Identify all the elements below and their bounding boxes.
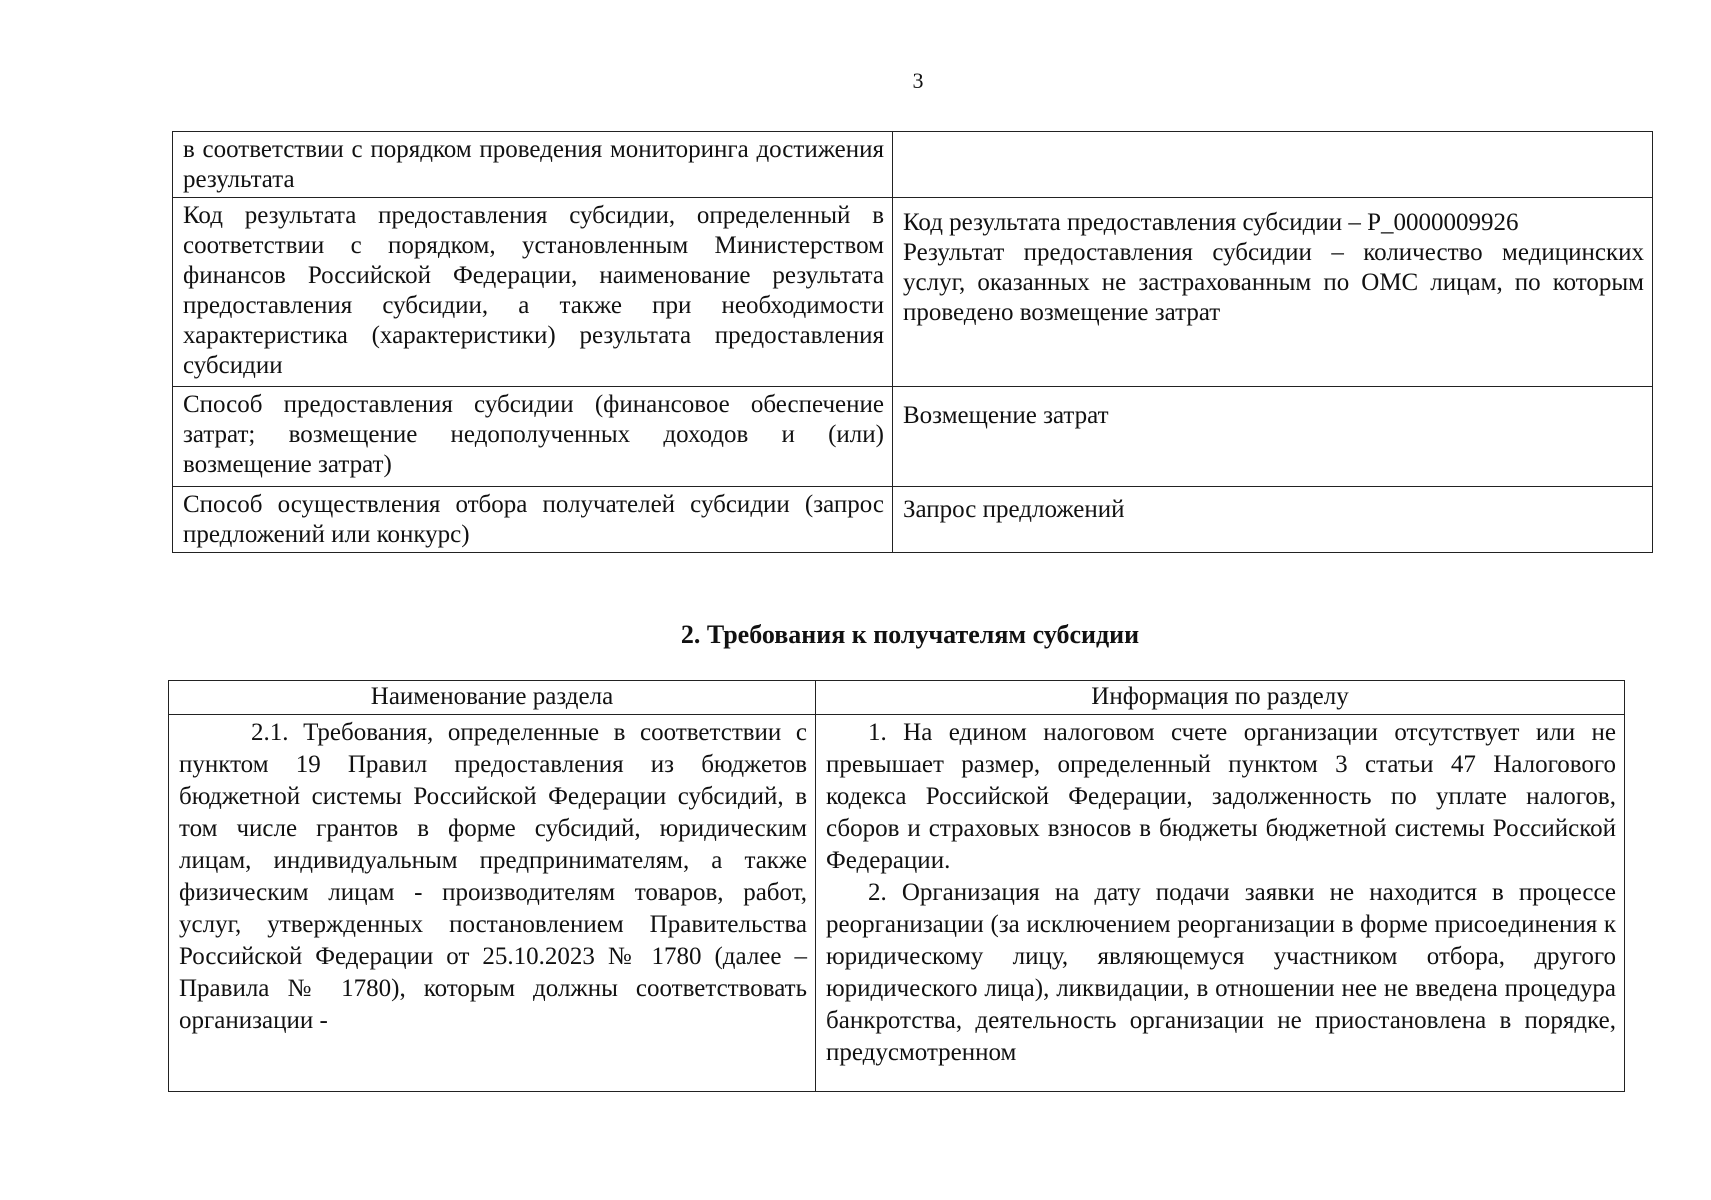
table-cell-label: в соответствии с порядком проведения мониторинга достижения результата <box>173 132 893 198</box>
result-description: Результат предоставления субсидии – количество медицинских услуг, оказанных не застрахованным по ОМС лицам, по которым проведено возмещение затрат <box>903 239 1644 326</box>
table-cell-value <box>893 132 1653 198</box>
table-header-row <box>169 681 1625 715</box>
table-cell-label: Способ предоставления субсидии (финансовое обеспечение затрат; возмещение недополученных доходов и (или) возмещение затрат) <box>173 387 893 487</box>
table-row <box>173 132 1653 198</box>
paragraph: 1. На едином налоговом счете организации отсутствует или не превышает размер, определенный пунктом 3 статьи 47 Налогового кодекса Российской Федерации, задолженность по уплате налогов, сборов и страховых взносов в бюджеты бюджетной системы Российской Федерации. <box>826 719 1616 874</box>
table-row <box>169 715 1625 1092</box>
section-title: 2. Требования к получателям субсидии <box>680 620 1140 649</box>
column-header: Наименование раздела <box>169 681 816 715</box>
table-row <box>173 487 1653 553</box>
table-cell-value <box>893 198 1653 387</box>
table-row <box>173 198 1653 387</box>
result-code: Код результата предоставления субсидии – Р_0000009926 <box>903 209 1519 236</box>
column-header: Информация по разделу <box>816 681 1625 715</box>
subsidy-parameters-table <box>172 131 1653 553</box>
table-cell-value: Возмещение затрат <box>893 387 1653 487</box>
table-cell-value <box>816 715 1625 1092</box>
page-number: 3 <box>912 68 924 93</box>
table-cell-label: 2.1. Требования, определенные в соответствии с пунктом 19 Правил предоставления из бюджетов бюджетной системы Российской Федерации субсидий, в том числе грантов в форме субсидий, юридическим лицам, индивидуальным предпринимателям, а также физическим лицам - производителям товаров, работ, услуг, утвержденных постановлением Правительства Российской Федерации от 25.10.2023 № 1780 (далее – Правила № 1780), которым должны соответствовать организации - <box>169 715 816 1092</box>
table-cell-label: Способ осуществления отбора получателей субсидии (запрос предложений или конкурс) <box>173 487 893 553</box>
table-cell-label: Код результата предоставления субсидии, определенный в соответствии с порядком, установленным Министерством финансов Российской Федерации, наименование результата предоставления субсидии, а также при необходимости характеристика (характеристики) результата предоставления субсидии <box>173 198 893 387</box>
table-cell-value: Запрос предложений <box>893 487 1653 553</box>
paragraph: 2. Организация на дату подачи заявки не находится в процессе реорганизации (за исключением реорганизации в форме присоединения к юридическому лицу, являющемуся участником отбора, другого юридического лица), ликвидации, в отношении нее не введена процедура банкротства, деятельность организации не приостановлена в порядке, предусмотренном <box>826 879 1616 1066</box>
table-row <box>173 387 1653 487</box>
requirements-table <box>168 680 1625 1092</box>
